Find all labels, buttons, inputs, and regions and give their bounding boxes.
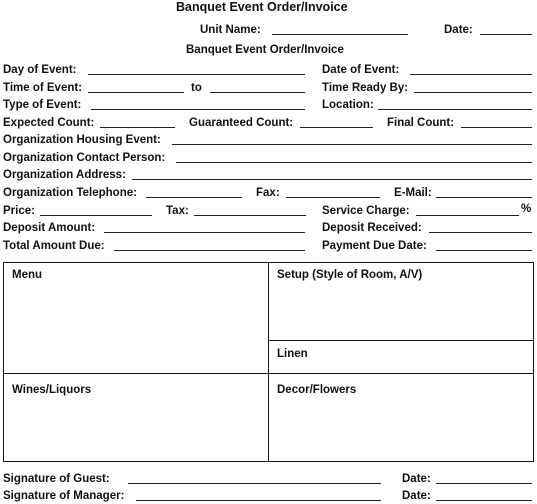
deposit-amount-label: Deposit Amount: [3, 222, 96, 234]
date-of-event-label: Date of Event: [322, 64, 400, 76]
time-ready-by-label: Time Ready By: [322, 82, 409, 94]
header-date-label: Date: [444, 24, 473, 36]
percent-sign: % [521, 203, 532, 215]
total-amount-due-label: Total Amount Due: [3, 240, 105, 252]
tax-label: Tax: [166, 205, 189, 217]
type-of-event-label: Type of Event: [3, 99, 82, 111]
fax-field[interactable] [286, 197, 380, 198]
deposit-amount-field[interactable] [104, 232, 305, 233]
day-of-event-label: Day of Event: [3, 64, 77, 76]
org-telephone-field[interactable] [146, 197, 242, 198]
linen-cell-label: Linen [277, 348, 308, 360]
total-amount-due-field[interactable] [114, 250, 305, 251]
deposit-received-label: Deposit Received: [322, 222, 422, 234]
time-of-event-end-field[interactable] [210, 92, 305, 93]
setup-linen-divider [268, 340, 534, 341]
org-housing-event-label: Organization Housing Event: [3, 134, 161, 146]
time-to-label: to [191, 82, 202, 94]
final-count-field[interactable] [461, 127, 532, 128]
location-label: Location: [322, 99, 374, 111]
org-housing-event-field[interactable] [172, 144, 532, 145]
payment-due-date-label: Payment Due Date: [322, 240, 427, 252]
manager-signature-field[interactable] [136, 500, 381, 501]
time-of-event-label: Time of Event: [3, 82, 83, 94]
service-charge-field[interactable] [416, 215, 519, 216]
page-title: Banquet Event Order/Invoice [176, 0, 348, 14]
type-of-event-field[interactable] [91, 109, 305, 110]
guest-signature-label: Signature of Guest: [3, 473, 110, 485]
time-of-event-start-field[interactable] [88, 92, 184, 93]
menu-cell-label: Menu [12, 269, 43, 281]
manager-signature-label: Signature of Manager: [3, 490, 125, 502]
fax-label: Fax: [256, 187, 280, 199]
expected-count-label: Expected Count: [3, 117, 95, 129]
header-date-field[interactable] [480, 34, 532, 35]
service-charge-label: Service Charge: [322, 205, 410, 217]
date-of-event-field[interactable] [410, 74, 532, 75]
price-label: Price: [3, 205, 35, 217]
decor-cell-label: Decor/Flowers [277, 384, 357, 396]
email-label: E-Mail: [394, 187, 432, 199]
org-contact-person-label: Organization Contact Person: [3, 152, 166, 164]
form-subtitle: Banquet Event Order/Invoice [186, 44, 344, 56]
time-ready-by-field[interactable] [414, 92, 532, 93]
location-field[interactable] [378, 109, 532, 110]
grid-vertical-divider [268, 262, 269, 462]
price-field[interactable] [40, 215, 152, 216]
guest-date-label: Date: [402, 473, 431, 485]
org-address-field[interactable] [132, 179, 532, 180]
unit-name-field[interactable] [272, 34, 408, 35]
final-count-label: Final Count: [387, 117, 455, 129]
email-field[interactable] [436, 197, 532, 198]
wines-cell-label: Wines/Liquors [12, 384, 92, 396]
grid-horizontal-divider [3, 373, 534, 374]
tax-field[interactable] [194, 215, 306, 216]
guaranteed-count-label: Guaranteed Count: [189, 117, 294, 129]
manager-date-field[interactable] [436, 500, 532, 501]
deposit-received-field[interactable] [429, 232, 532, 233]
guest-date-field[interactable] [436, 483, 532, 484]
setup-cell-label: Setup (Style of Room, A/V) [277, 269, 423, 281]
manager-date-label: Date: [402, 490, 431, 502]
org-telephone-label: Organization Telephone: [3, 187, 137, 199]
guaranteed-count-field[interactable] [300, 127, 373, 128]
org-contact-person-field[interactable] [176, 162, 532, 163]
org-address-label: Organization Address: [3, 169, 126, 181]
unit-name-label: Unit Name: [200, 24, 261, 36]
payment-due-date-field[interactable] [436, 250, 532, 251]
day-of-event-field[interactable] [88, 74, 305, 75]
expected-count-field[interactable] [100, 127, 175, 128]
guest-signature-field[interactable] [128, 483, 381, 484]
